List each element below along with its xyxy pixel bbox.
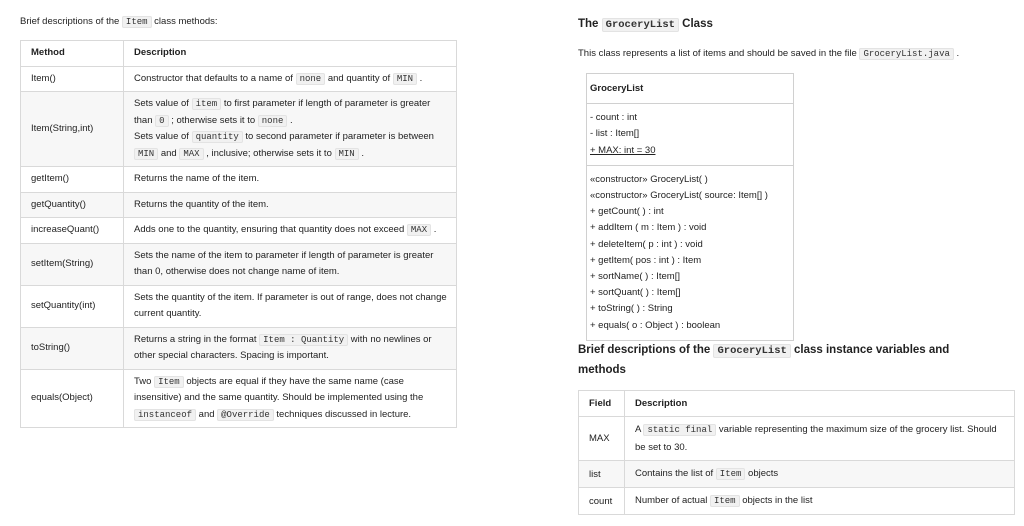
- uml-method: + sortQuant( ) : Item[]: [590, 287, 681, 299]
- description-cell: Sets the quantity of the item. If parameter is out of range, does not change current quantity.: [124, 285, 457, 327]
- table-row: [579, 488, 1015, 515]
- description-cell: Returns the quantity of the item.: [124, 192, 457, 218]
- field-cell: count: [579, 488, 625, 515]
- grocerylist-description: This class represents a list of items and should be saved in the file GroceryList.java .: [578, 48, 960, 59]
- description-cell: Contains the list of Item objects: [625, 461, 1015, 488]
- uml-attribute: - count : int: [590, 112, 637, 124]
- table-row: [21, 92, 457, 167]
- table-row: [21, 167, 457, 193]
- field-cell: list: [579, 461, 625, 488]
- method-cell: equals(Object): [21, 369, 124, 428]
- method-cell: getQuantity(): [21, 192, 124, 218]
- table-row: [21, 369, 457, 428]
- uml-method: «constructor» GroceryList( ): [590, 173, 708, 185]
- uml-method: + equals( o : Object ) : boolean: [590, 319, 721, 331]
- table-header-row: [21, 41, 457, 67]
- uml-attribute: + MAX: int = 30: [590, 144, 656, 156]
- method-cell: setQuantity(int): [21, 285, 124, 327]
- description-cell: Constructor that defaults to a name of none and quantity of MIN .: [124, 66, 457, 92]
- table-row: [21, 243, 457, 285]
- field-cell: MAX: [579, 417, 625, 461]
- description-cell: Sets value of item to first parameter if length of parameter is greater than 0 ; otherwise sets it to none . Sets value of quantity to second parameter if parameter is between MIN and MAX , inclusive; otherwise sets it to MIN .: [124, 92, 457, 167]
- column-header-description: Description: [124, 41, 457, 67]
- description-cell: Number of actual Item objects in the list: [625, 488, 1015, 515]
- uml-method: + toString( ) : String: [590, 303, 673, 315]
- uml-class-name: GroceryList: [590, 83, 644, 94]
- method-cell: increaseQuant(): [21, 218, 124, 244]
- uml-method: + getItem( pos : int ) : Item: [590, 254, 702, 266]
- table-row: [21, 192, 457, 218]
- uml-method: + sortName( ) : Item[]: [590, 271, 681, 283]
- grocerylist-brief-heading: Brief descriptions of the GroceryList class instance variables and methods: [578, 344, 950, 376]
- uml-method: + deleteItem( p : int ) : void: [590, 238, 703, 250]
- description-cell: Sets the name of the item to parameter if length of parameter is greater than 0, otherwise does not change name of item.: [124, 243, 457, 285]
- method-cell: Item(String,int): [21, 92, 124, 167]
- item-methods-intro: Brief descriptions of the Item class methods:: [20, 16, 218, 27]
- item-methods-table: [20, 40, 457, 428]
- method-cell: toString(): [21, 327, 124, 369]
- description-cell: Returns a string in the format Item : Quantity with no newlines or other special characters. Spacing is important.: [124, 327, 457, 369]
- uml-method: «constructor» GroceryList( source: Item[] ): [590, 190, 768, 202]
- uml-method: + addItem ( m : Item ) : void: [590, 222, 707, 234]
- uml-methods: [587, 165, 793, 340]
- table-row: [579, 417, 1015, 461]
- grocerylist-fields-table: [578, 390, 1015, 515]
- column-header-field: Field: [579, 391, 625, 417]
- table-row: [21, 218, 457, 244]
- uml-method: + getCount( ) : int: [590, 206, 664, 218]
- description-cell: Returns the name of the item.: [124, 167, 457, 193]
- table-row: [21, 285, 457, 327]
- method-cell: setItem(String): [21, 243, 124, 285]
- description-cell: A static final variable representing the maximum size of the grocery list. Should be set to 30.: [625, 417, 1015, 461]
- uml-attribute: - list : Item[]: [590, 128, 640, 140]
- table-row: [21, 66, 457, 92]
- method-cell: getItem(): [21, 167, 124, 193]
- uml-class-diagram: [586, 73, 794, 341]
- table-row: [21, 327, 457, 369]
- column-header-method: Method: [21, 41, 124, 67]
- description-cell: Two Item objects are equal if they have the same name (case insensitive) and the same quantity. Should be implemented using the instanceof and @Override techniques discussed in lecture.: [124, 369, 457, 428]
- description-cell: Adds one to the quantity, ensuring that quantity does not exceed MAX .: [124, 218, 457, 244]
- uml-attributes: [587, 103, 793, 165]
- table-row: [579, 461, 1015, 488]
- grocerylist-section-title: The GroceryList Class: [578, 18, 713, 31]
- table-header-row: [579, 391, 1015, 417]
- method-cell: Item(): [21, 66, 124, 92]
- code-item: Item: [122, 16, 152, 28]
- column-header-description: Description: [625, 391, 1015, 417]
